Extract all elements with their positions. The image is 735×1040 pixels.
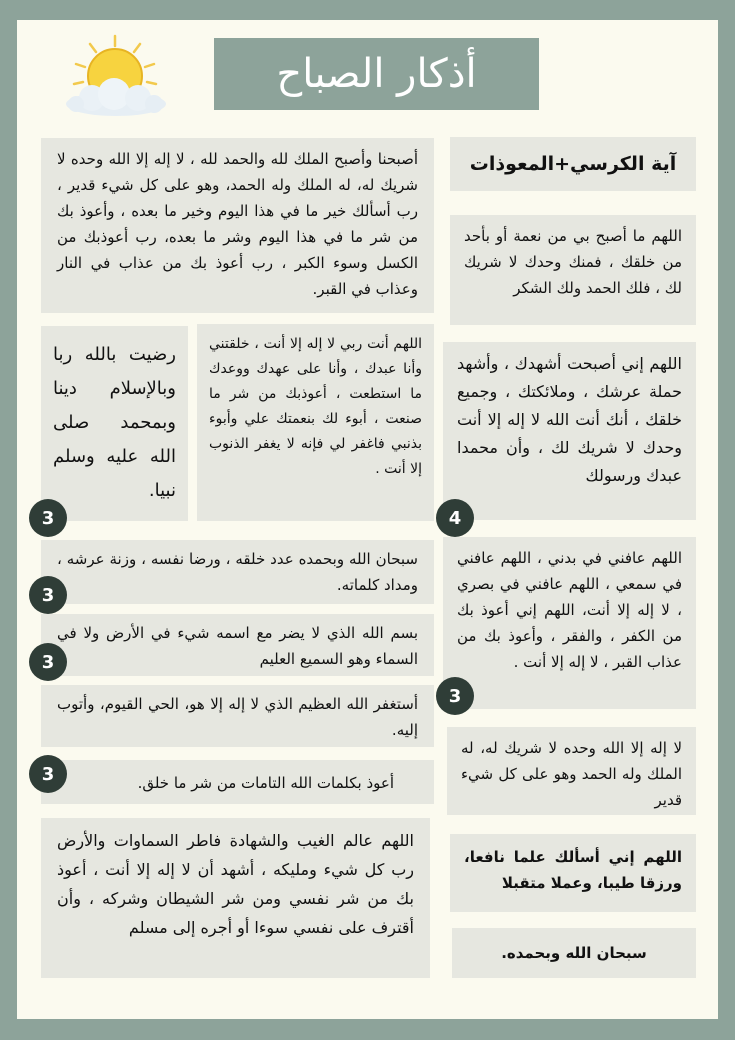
ushhiduk-card: اللهم إني أصبحت أشهدك ، وأشهد حملة عرشك ، وملائكتك ، وجميع خلقك ، أنك أنت الله لا إله إلا أنت وحدك لا شريك لك ، وأن محمدا عبدك ورسولك [443, 342, 696, 520]
count-badge-aoudhu: 3 [29, 755, 67, 793]
page-title: أذكار الصباح [214, 38, 539, 110]
count-badge-sayyid: 3 [29, 499, 67, 537]
ilm-card: اللهم إني أسألك علما نافعا، ورزقا طيبا، وعملا متقبلا [450, 834, 696, 912]
radeetu-card: رضيت بالله ربا وبالإسلام دينا وبمحمد صلى الله عليه وسلم نبيا. [41, 326, 188, 521]
asbahna-card: أصبحنا وأصبح الملك لله والحمد لله ، لا إله إلا الله وحده لا شريك له، له الملك وله الحمد، وهو على كل شيء قدير ، رب أسألك خير ما في هذا اليوم وخير ما بعده ، وأعوذ بك من شر ما في هذا اليوم وشر ما بعده، رب أعوذبك من الكسل وسوء الكبر ، رب أعوذ بك من عذاب في النار وعذاب في القبر. [41, 138, 434, 313]
tahlil-card: لا إله إلا الله وحده لا شريك له، له الملك وله الحمد وهو على كل شيء قدير [447, 727, 696, 815]
subhan-card: سبحان الله وبحمده. [452, 928, 696, 978]
astaghfir-card: أستغفر الله العظيم الذي لا إله إلا هو، الحي القيوم، وأتوب إليه. [41, 685, 434, 747]
subhan-adad-card: سبحان الله وبحمده عدد خلقه ، ورضا نفسه ، وزنة عرشه ، ومداد كلماته. [41, 540, 434, 604]
ayat-kursi-card: آية الكرسي+المعوذات [450, 137, 696, 191]
count-badge-subhan-adad: 3 [29, 576, 67, 614]
bismillah-card: بسم الله الذي لا يضر مع اسمه شيء في الأرض ولا في السماء وهو السميع العليم [41, 614, 434, 676]
count-badge-ushhiduk: 4 [436, 499, 474, 537]
alim-ghayb-card: اللهم عالم الغيب والشهادة فاطر السماوات والأرض رب كل شيء ومليكه ، أشهد أن لا إله إلا أنت ، أعوذ بك من شر نفسي ومن شر الشيطان وشركه ، وأن أقترف على نفسي سوءا أو أجره إلى مسلم [41, 818, 430, 978]
aoudhu-card: أعوذ بكلمات الله التامات من شر ما خلق. [41, 760, 434, 804]
sun-cloud-icon [58, 34, 173, 119]
count-badge-bismillah: 3 [29, 643, 67, 681]
afini-card: اللهم عافني في بدني ، اللهم عافني في سمعي ، اللهم عافني في بصري ، لا إله إلا أنت، اللهم إني أعوذ بك من الكفر ، والفقر ، وأعوذ بك من عذاب القبر ، لا إله إلا أنت . [443, 537, 696, 709]
sayyid-card: اللهم أنت ربي لا إله إلا أنت ، خلقتني وأنا عبدك ، وأنا على عهدك ووعدك ما استطعت ، أعوذبك من شر ما صنعت ، أبوء لك بنعمتك علي وأبوء بذنبي فاغفر لي فإنه لا يغفر الذنوب إلا أنت . [197, 324, 434, 521]
count-badge-afini: 3 [436, 677, 474, 715]
nimah-card: اللهم ما أصبح بي من نعمة أو بأحد من خلقك ، فمنك وحدك لا شريك لك ، فلك الحمد ولك الشكر [450, 215, 696, 325]
